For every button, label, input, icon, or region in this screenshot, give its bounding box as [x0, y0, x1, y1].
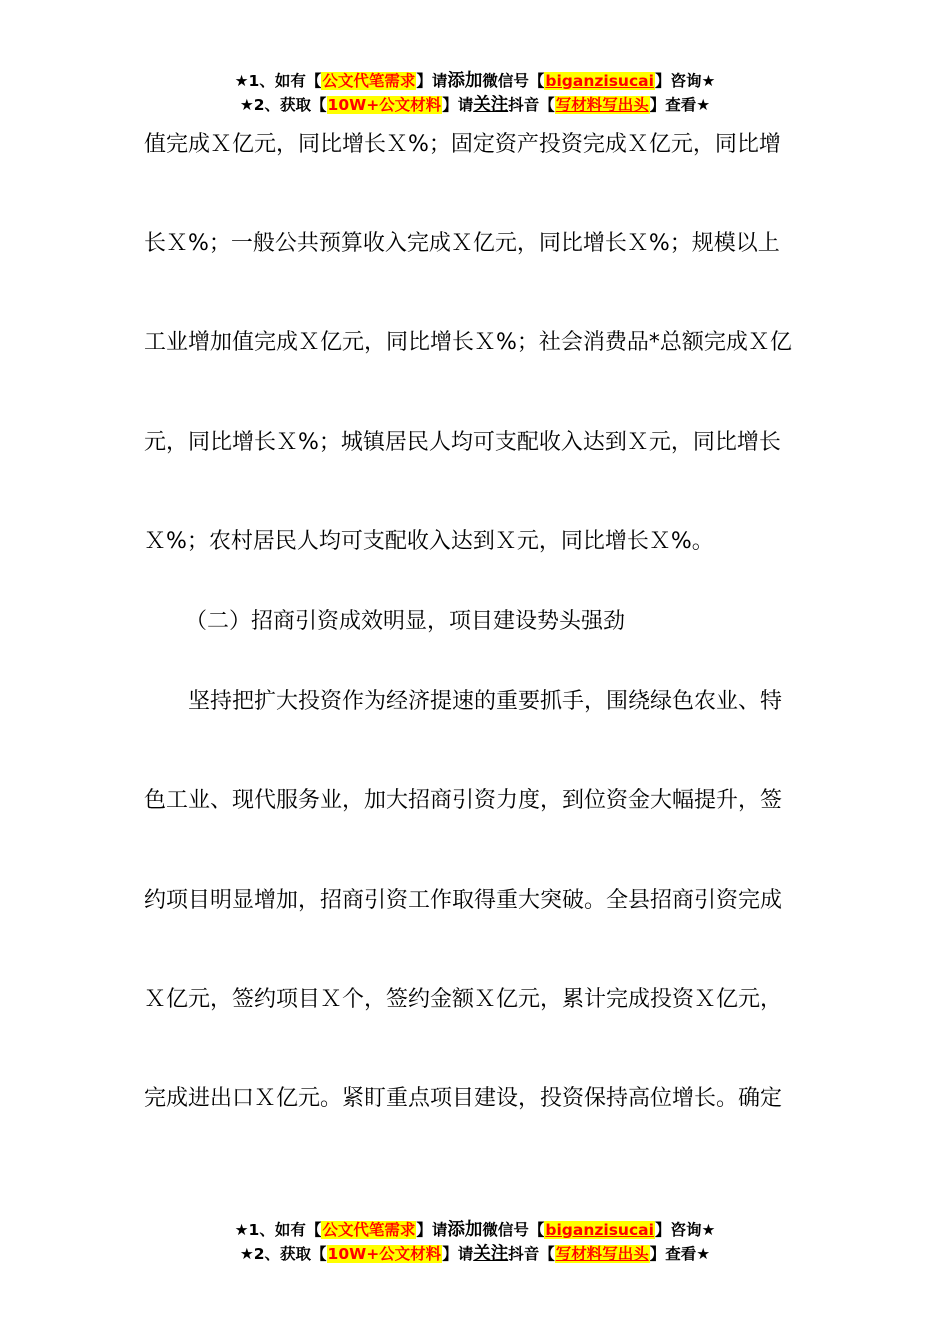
banner-line-1: ★1、如有【公文代笔需求】请添加微信号【biganzisucai】咨询★ — [234, 1220, 716, 1240]
paragraph-line: 工业增加值完成Ｘ亿元，同比增长Ｘ%；社会消费品*总额完成Ｘ亿 — [144, 330, 792, 355]
paragraph-line: 完成进出口Ｘ亿元。紧盯重点项目建设，投资保持高位增长。确定 — [144, 1086, 783, 1111]
highlight-wechat-id: biganzisucai — [545, 72, 654, 90]
highlight-service: 公文代笔需求 — [322, 72, 416, 90]
banner-line-2: ★2、获取【10W+公文材料】请关注抖音【写材料写出头】查看★ — [239, 1244, 711, 1264]
highlight-wechat-id: biganzisucai — [545, 1221, 654, 1239]
highlight-materials: 10W+公文材料 — [327, 96, 442, 114]
highlight-douyin: 写材料写出头 — [555, 1245, 649, 1263]
paragraph-line: 坚持把扩大投资作为经济提速的重要抓手，围绕绿色农业、特 — [188, 689, 783, 714]
paragraph-line: 值完成Ｘ亿元，同比增长Ｘ%；固定资产投资完成Ｘ亿元，同比增 — [144, 132, 781, 157]
paragraph-line: 元，同比增长Ｘ%；城镇居民人均可支配收入达到Ｘ元，同比增长 — [144, 430, 781, 455]
section-heading: （二）招商引资成效明显，项目建设势头强劲 — [185, 609, 626, 634]
paragraph-line: Ｘ%；农村居民人均可支配收入达到Ｘ元，同比增长Ｘ%。 — [144, 529, 714, 554]
highlight-service: 公文代笔需求 — [322, 1221, 416, 1239]
paragraph-line: Ｘ亿元，签约项目Ｘ个，签约金额Ｘ亿元，累计完成投资Ｘ亿元， — [144, 987, 783, 1012]
banner-line-1: ★1、如有【公文代笔需求】请添加微信号【biganzisucai】咨询★ — [234, 71, 716, 91]
footer-banner — [0, 1218, 950, 1266]
banner-line-2: ★2、获取【10W+公文材料】请关注抖音【写材料写出头】查看★ — [239, 95, 711, 115]
paragraph-line: 长Ｘ%；一般公共预算收入完成Ｘ亿元，同比增长Ｘ%；规模以上 — [144, 231, 780, 256]
paragraph-line: 约项目明显增加，招商引资工作取得重大突破。全县招商引资完成 — [144, 888, 783, 913]
highlight-douyin: 写材料写出头 — [555, 96, 649, 114]
paragraph-line: 色工业、现代服务业，加大招商引资力度，到位资金大幅提升，签 — [144, 788, 783, 813]
highlight-materials: 10W+公文材料 — [327, 1245, 442, 1263]
